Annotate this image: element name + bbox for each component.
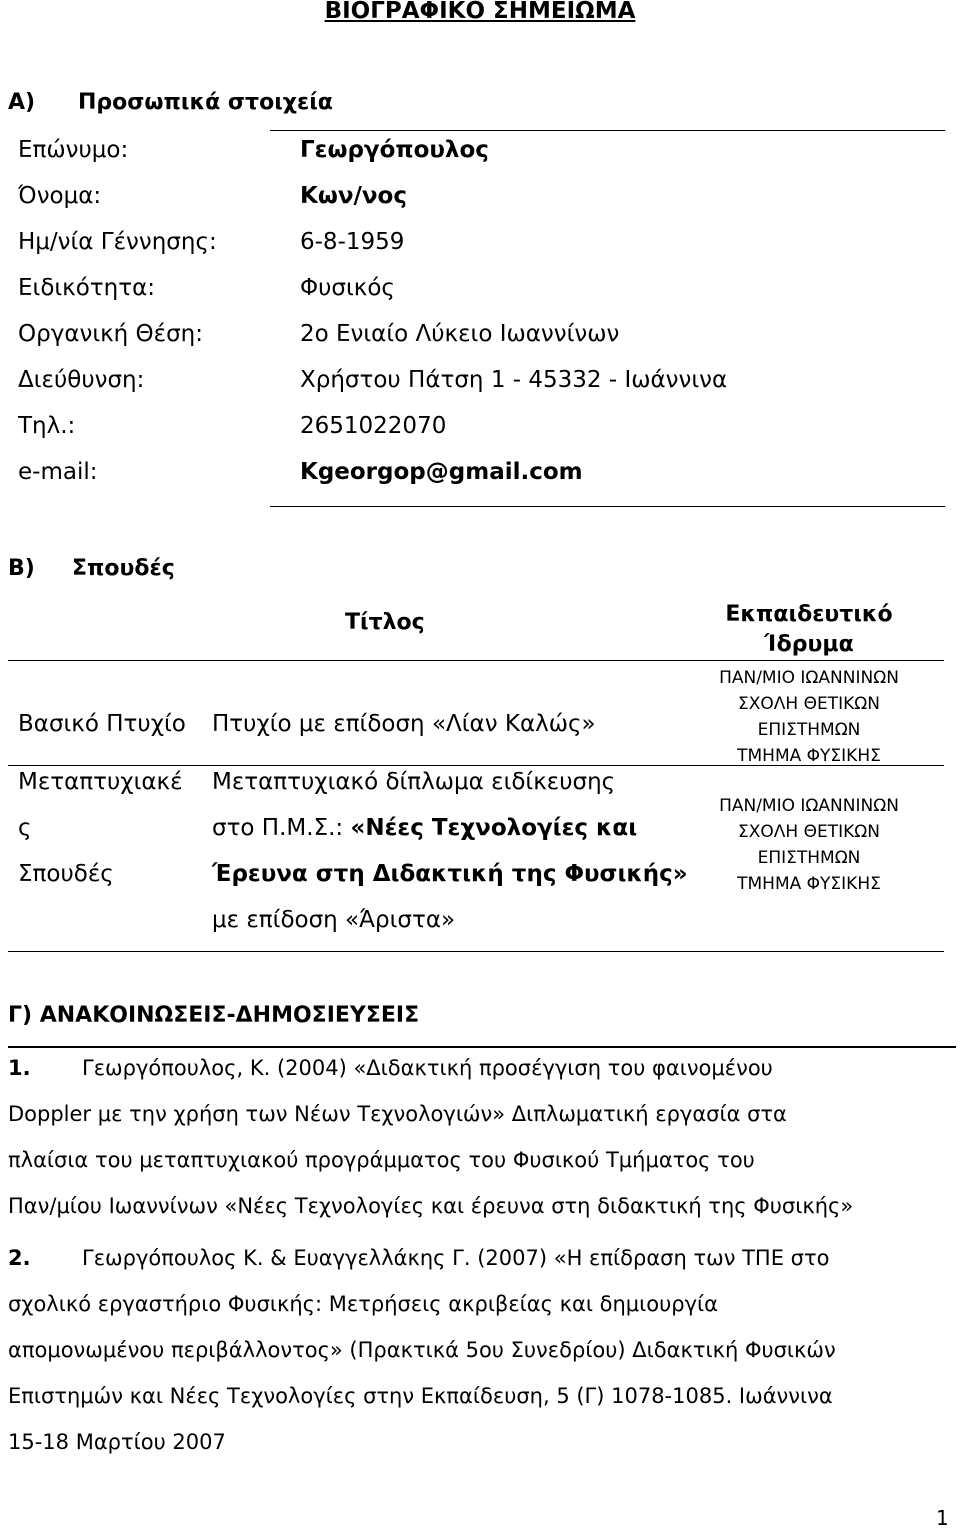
degree-title-postgrad-line2 <box>212 815 637 841</box>
publication-line: πλαίσια του μεταπτυχιακού προγράμματος του Φυσικού Τμήματος του <box>8 1148 755 1172</box>
degree-type-postgrad-line1: Μεταπτυχιακέ <box>18 769 183 795</box>
degree-title-postgrad-line3: Έρευνα στη Διδακτική της Φυσικής» <box>212 861 688 887</box>
document-title: ΒΙΟΓΡΑΦΙΚΟ ΣΗΜΕΙΩΜΑ <box>324 0 636 24</box>
institution-basic: ΠΑΝ/ΜΙΟ ΙΩΑΝΝΙΝΩΝ ΣΧΟΛΗ ΘΕΤΙΚΩΝ ΕΠΙΣΤΗΜΩΝ ΤΜΗΜΑ ΦΥΣΙΚΗΣ <box>719 668 899 766</box>
specialty-label: Ειδικότητα: <box>18 275 155 301</box>
table-bottom-rule <box>8 951 944 952</box>
publication-line: Γεωργόπουλος, Κ. (2004) «Διδακτική προσέγγιση του φαινομένου <box>82 1056 773 1080</box>
specialty-value: Φυσικός <box>300 275 395 301</box>
table-header-rule <box>8 660 944 661</box>
position-label: Οργανική Θέση: <box>18 321 203 347</box>
program-prefix: στο Π.Μ.Σ.: <box>212 815 351 841</box>
institution-postgrad: ΠΑΝ/ΜΙΟ ΙΩΑΝΝΙΝΩΝ ΣΧΟΛΗ ΘΕΤΙΚΩΝ ΕΠΙΣΤΗΜΩΝ ΤΜΗΜΑ ΦΥΣΙΚΗΣ <box>719 796 899 894</box>
publication-number: 2. <box>8 1246 31 1270</box>
address-value: Χρήστου Πάτση 1 - 45332 - Ιωάννινα <box>300 367 728 393</box>
publication-line: Επιστημών και Νέες Τεχνολογίες στην Εκπαίδευση, 5 (Γ) 1078-1085. Ιωάννινα <box>8 1384 833 1408</box>
name-value: Κων/νος <box>300 183 407 209</box>
degree-type-postgrad-line3: Σπουδές <box>18 861 114 887</box>
surname-value: Γεωργόπουλος <box>300 137 489 163</box>
section-a-letter: A) <box>8 90 36 115</box>
publication-number: 1. <box>8 1056 31 1080</box>
email-value: Kgeorgop@gmail.com <box>300 459 583 485</box>
phone-label: Τηλ.: <box>18 413 76 439</box>
col-title-header: Τίτλος <box>345 610 425 635</box>
section-b-heading: Σπουδές <box>72 556 175 581</box>
section-a-heading: Προσωπικά στοιχεία <box>78 90 333 115</box>
phone-value: 2651022070 <box>300 413 447 439</box>
section-c-heading: Γ) ΑΝΑΚΟΙΝΩΣΕΙΣ-ΔΗΜΟΣΙΕΥΣΕΙΣ <box>8 1003 420 1028</box>
address-label: Διεύθυνση: <box>18 367 145 393</box>
publication-line: Παν/μίου Ιωαννίνων «Νέες Τεχνολογίες και έρευνα στη διδακτική της Φυσικής» <box>8 1194 854 1218</box>
publication-line: Doppler με την χρήση των Νέων Τεχνολογιών» Διπλωματική εργασία στα <box>8 1102 787 1126</box>
surname-label: Επώνυμο: <box>18 137 129 163</box>
publication-line: 15-18 Μαρτίου 2007 <box>8 1430 226 1454</box>
col-institution-header-1: Εκπαιδευτικό <box>725 602 893 627</box>
position-value: 2ο Ενιαίο Λύκειο Ιωαννίνων <box>300 321 620 347</box>
program-name-part1: «Νέες Τεχνολογίες και <box>350 815 638 841</box>
section-a-bottom-rule <box>270 506 945 507</box>
section-a-top-rule <box>270 130 945 131</box>
table-row-rule <box>8 765 944 766</box>
publication-line: Γεωργόπουλος Κ. & Ευαγγελλάκης Γ. (2007) «Η επίδραση των ΤΠΕ στο <box>82 1246 830 1270</box>
degree-title-postgrad-line1: Μεταπτυχιακό δίπλωμα ειδίκευσης <box>212 769 616 795</box>
publication-line: σχολικό εργαστήριο Φυσικής: Μετρήσεις ακριβείας και δημιουργία <box>8 1292 718 1316</box>
degree-title-postgrad-line4: με επίδοση «Άριστα» <box>212 907 456 933</box>
degree-title-basic: Πτυχίο με επίδοση «Λίαν Καλώς» <box>212 711 596 737</box>
page-number: 1 <box>936 1506 949 1530</box>
birthdate-value: 6-8-1959 <box>300 229 405 255</box>
email-label: e-mail: <box>18 459 98 485</box>
degree-type-postgrad-line2: ς <box>18 815 32 841</box>
section-c-rule <box>8 1046 956 1048</box>
col-institution-header-2: Ίδρυμα <box>764 632 854 657</box>
degree-type-basic: Βασικό Πτυχίο <box>18 711 186 737</box>
name-label: Όνομα: <box>18 183 102 209</box>
section-b-letter: B) <box>8 556 35 581</box>
birthdate-label: Ημ/νία Γέννησης: <box>18 229 217 255</box>
publication-line: απομονωμένου περιβάλλοντος» (Πρακτικά 5ου Συνεδρίου) Διδακτική Φυσικών <box>8 1338 836 1362</box>
